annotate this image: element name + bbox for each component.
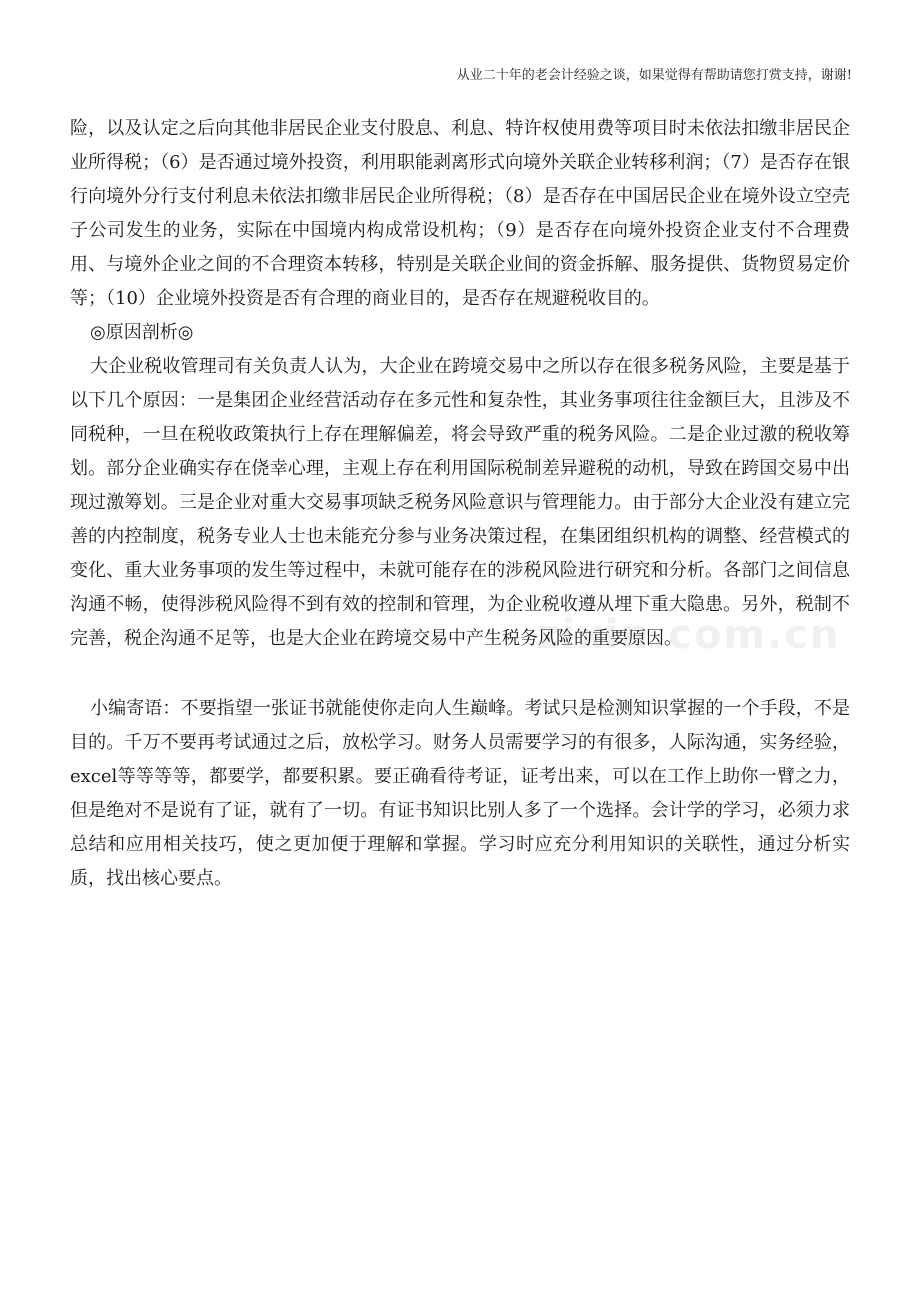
intro-paragraph: 险，以及认定之后向其他非居民企业支付股息、利息、特许权使用费等项目时未依法扣缴非居民企业所得税；（6）是否通过境外投资，利用职能剥离形式向境外关联企业转移利润；（7）是否存在银行向境外分行支付利息未依法扣缴非居民企业所得税；（8）是否存在中国居民企业在境外设立空壳子公司发生的业务，实际在中国境内构成常设机构；（9）是否存在向境外投资企业支付不合理费用、与境外企业之间的不合理资本转移，特别是关联企业间的资金拆解、服务提供、货物贸易定价等；（10）企业境外投资是否有合理的商业目的，是否存在规避税收目的。 — [70, 118, 850, 309]
header-note: 从业二十年的老会计经验之谈，如果觉得有帮助请您打赏支持，谢谢! — [456, 68, 852, 83]
section-title: ◎原因剖析◎ — [90, 322, 194, 343]
analysis-paragraph: 大企业税收管理司有关负责人认为，大企业在跨境交易中之所以存在很多税务风险，主要是基于以下几个原因：一是集团企业经营活动存在多元性和复杂性，其业务事项往往金额巨大，且涉及不同税种，一旦在税收政策执行上存在理解偏差，将会导致严重的税务风险。二是企业过激的税收筹划。部分企业确实存在侥幸心理，主观上存在利用国际税制差异避税的动机，导致在跨国交易中出现过激筹划。三是企业对重大交易事项缺乏税务风险意识与管理能力。由于部分大企业没有建立完善的内控制度，税务专业人士也未能充分参与业务决策过程，在集团组织机构的调整、经营模式的变化、重大业务事项的发生等过程中，未就可能存在的涉税风险进行研究和分析。各部门之间信息沟通不畅，使得涉税风险得不到有效的控制和管理，为企业税收遵从埋下重大隐患。另外，税制不完善，税企沟通不足等，也是大企业在跨境交易中产生税务风险的重要原因。 — [70, 356, 850, 649]
editor-note-paragraph: 小编寄语：不要指望一张证书就能使你走向人生巅峰。考试只是检测知识掌握的一个手段，不是目的。千万不要再考试通过之后，放松学习。财务人员需要学习的有很多，人际沟通，实务经验，excel等等等等，都要学，都要积累。要正确看待考证，证考出来，可以在工作上助你一臂之力，但是绝对不是说有了证，就有了一切。有证书知识比别人多了一个选择。会计学的学习，必须力求总结和应用相关技巧，使之更加便于理解和掌握。学习时应充分利用知识的关联性，通过分析实质，找出核心要点。 — [70, 698, 850, 889]
paragraph-spacer — [70, 656, 850, 692]
document-body — [70, 112, 850, 896]
watermark: zixin.com.cn — [536, 612, 841, 658]
